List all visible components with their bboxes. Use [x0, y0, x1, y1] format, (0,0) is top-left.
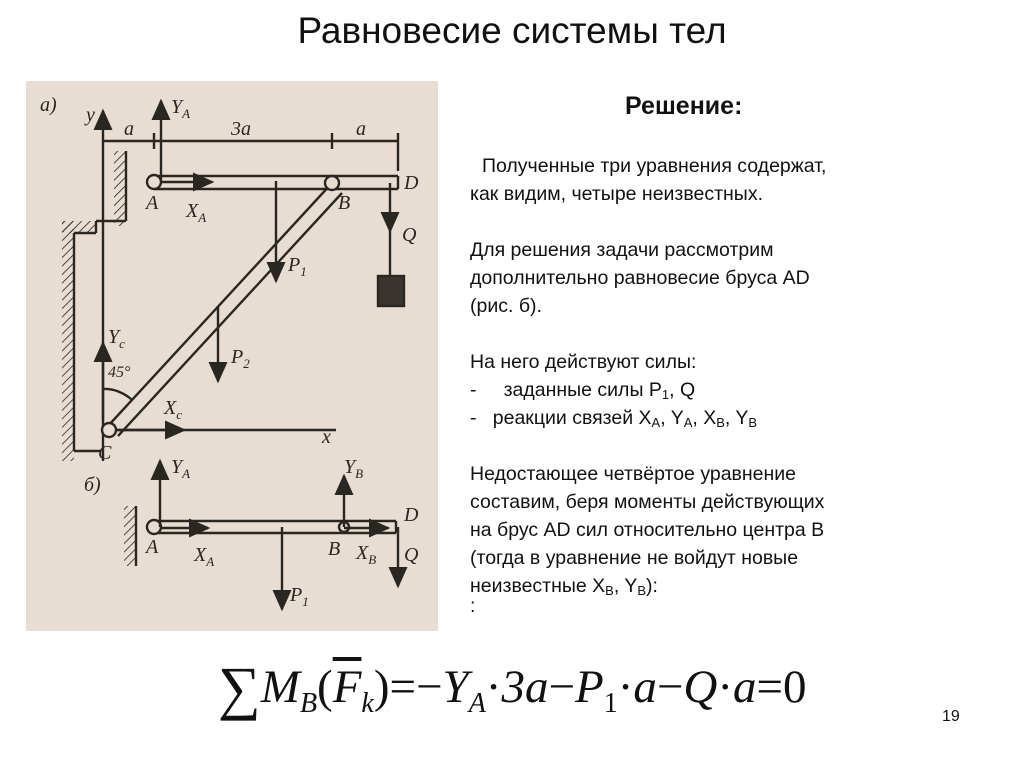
label-point-a-b: A — [146, 536, 159, 558]
solution-heading: Решение: — [625, 92, 743, 120]
x-axis-label: x — [322, 426, 331, 448]
label-angle: 45° — [108, 364, 131, 381]
label-point-b-b: B — [328, 538, 341, 560]
label-ya: $Y_A$ — [171, 96, 191, 121]
label-q-b: Q — [404, 544, 419, 566]
moment-equation: $\sum M_B(\overline{F}_k)=-Y_A\cdot 3a-P_1\cdot a-Q\cdot a=0$ — [218, 655, 807, 721]
y-axis-label: y — [86, 104, 95, 126]
text-line: : — [470, 595, 476, 617]
label-ya-b: $Y_A$ — [171, 456, 191, 481]
label-p1-b: $P_1$ — [290, 584, 309, 609]
list-item: - заданные силы $P_1$, Q — [470, 379, 696, 402]
solution-text — [470, 152, 1010, 617]
slide-title: Равновесие системы тел — [297, 10, 727, 51]
text-line: неизвестные $X_B$, $Y_B$): — [470, 575, 658, 598]
dim-3a: 3a — [231, 118, 251, 140]
label-p1: $P_1$ — [288, 254, 307, 279]
text-line: (рис. б). — [470, 295, 542, 317]
text-line: составим, беря моменты действующих — [470, 491, 825, 513]
page-number: 19 — [942, 708, 960, 725]
text-line: Для решения задачи рассмотрим — [470, 239, 774, 261]
label-point-d: D — [404, 172, 419, 194]
figure-label-a: а) — [40, 94, 57, 116]
vector-f: $\overline{F}$ — [332, 661, 362, 713]
label-xc: $X_c$ — [164, 397, 182, 422]
text-line: как видим, четыре неизвестных. — [470, 183, 763, 205]
text-line: дополнительно равновесие бруса AD — [470, 267, 810, 289]
label-xa: $X_A$ — [186, 200, 207, 225]
label-point-b: B — [338, 192, 351, 214]
text-line: на брус AD сил относительно центра B — [470, 519, 825, 541]
dim-a-left: a — [124, 118, 134, 140]
label-q: Q — [402, 224, 417, 246]
text-line: (тогда в уравнение не войдут новые — [470, 547, 799, 569]
dim-a-right: a — [356, 118, 366, 140]
label-xa-b: $X_A$ — [194, 544, 215, 569]
label-point-a: A — [146, 192, 159, 214]
figure-svg — [26, 81, 438, 631]
list-item: - реакции связей $X_A$, $Y_A$, $X_B$, $Y_B$ — [470, 407, 758, 430]
label-xb-b: $X_B$ — [356, 542, 377, 567]
label-yb-b: $Y_B$ — [344, 456, 364, 481]
text-line: Полученные три уравнения содержат, — [482, 155, 827, 177]
text-line: На него действуют силы: — [470, 351, 697, 373]
label-point-d-b: D — [404, 504, 419, 526]
figure-label-b: б) — [84, 474, 101, 496]
label-p2: $P_2$ — [231, 346, 250, 371]
text-line: Недостающее четвёртое уравнение — [470, 463, 797, 485]
label-yc: $Y_c$ — [108, 326, 125, 351]
mechanics-figure — [26, 81, 438, 631]
label-point-c: C — [98, 442, 112, 464]
